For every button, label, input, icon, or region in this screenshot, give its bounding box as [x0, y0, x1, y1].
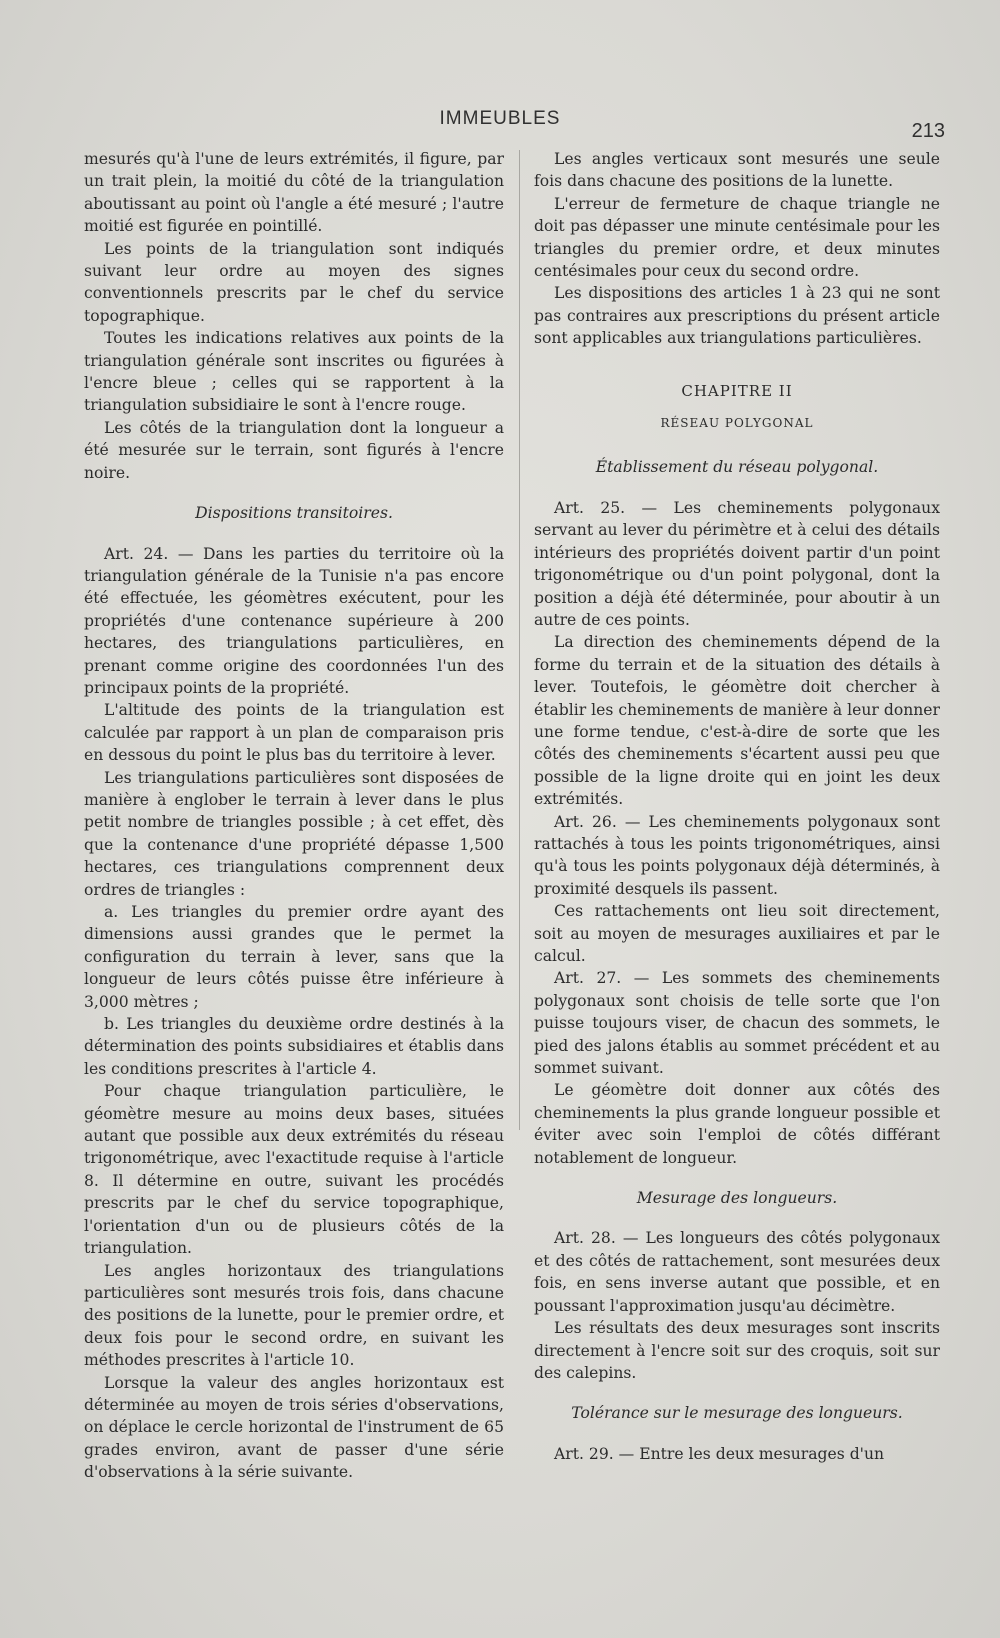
- paragraph: Les angles horizontaux des triangulations particulières sont mesurés trois fois, dans chacune des positions de la lunette, pour le premier ordre, et deux fois pour le second ordre, en suivant les méthodes prescrites à l'article 10.: [84, 1261, 504, 1370]
- paragraph: b. Les triangles du deuxième ordre destinés à la détermination des points subsidiaires et établis dans les conditions prescrites à l'article 4.: [84, 1015, 504, 1078]
- section-title: Tolérance sur le mesurage des longueurs.: [571, 1404, 903, 1423]
- paragraph: Art. 29. — Entre les deux mesurages d'un: [554, 1444, 885, 1463]
- paragraph: a. Les triangles du premier ordre ayant des dimensions aussi grandes que le permet la configuration du terrain à lever, sans que la longueur de leurs côtés puisse être inférieure à 3,000 mètres ;: [84, 903, 504, 1011]
- section-title: Mesurage des longueurs.: [636, 1189, 838, 1208]
- running-head: IMMEUBLES: [439, 108, 561, 129]
- paragraph: L'altitude des points de la triangulation est calculée par rapport à un plan de comparaison pris en dessous du point le plus bas du territoire à lever.: [84, 701, 504, 765]
- paragraph: Les points de la triangulation sont indiqués suivant leur ordre au moyen des signes conventionnels prescrits par le chef du service topographique.: [84, 239, 504, 325]
- page-header: [0, 108, 1000, 142]
- left-column: [84, 148, 504, 1484]
- paragraph: Art. 25. — Les cheminements polygonaux servant au lever du périmètre et à celui des détails intérieurs des propriétés doivent partir d'un point trigonométrique ou d'un point polygonal, dont la position a déjà été déterminée, pour aboutir à un autre de ces points.: [534, 498, 940, 629]
- paragraph: Le géomètre doit donner aux côtés des cheminements la plus grande longueur possible et éviter avec soin l'emploi de côtés différant notablement de longueur.: [534, 1081, 940, 1167]
- paragraph: L'erreur de fermeture de chaque triangle ne doit pas dépasser une minute centésimale pour les triangles du premier ordre, et deux minutes centésimales pour ceux du second ordre.: [534, 194, 940, 281]
- paragraph: Art. 28. — Les longueurs des côtés polygonaux et des côtés de rattachement, sont mesurées deux fois, en sens inverse autant que possible, et en poussant l'approximation jusqu'au décimètre.: [534, 1229, 940, 1315]
- column-divider: [519, 150, 520, 1130]
- paragraph: Toutes les indications relatives aux points de la triangulation générale sont inscrites ou figurées à l'encre bleue ; celles qui se rapportent à la triangulation subsidiaire le sont à l'encre rouge.: [84, 329, 504, 415]
- paragraph: La direction des cheminements dépend de la forme du terrain et de la situation des détails à lever. Toutefois, le géomètre doit chercher à établir les cheminements de manière à leur donner une forme tendue, c'est-à-dire de sorte que les côtés des cheminements s'écartent aussi peu que possible de la ligne droite qui en joint les deux extrémités.: [534, 633, 940, 809]
- paragraph: Art. 24. — Dans les parties du territoire où la triangulation générale de la Tunisie n'a pas encore été effectuée, les géomètres exécutent, pour les propriétés d'une contenance supérieure à 200 hectares, des triangulations particulières, en prenant comme origine des coordonnées l'un des principaux points de la propriété.: [84, 544, 504, 697]
- chapter-heading: CHAPITRE II: [681, 381, 793, 400]
- page-number: 213: [911, 120, 945, 142]
- paragraph: mesurés qu'à l'une de leurs extrémités, il figure, par un trait plein, la moitié du côté de la triangulation aboutissant au point où l'angle a été mesuré ; l'autre moitié est figurée en pointillé.: [84, 150, 504, 236]
- paragraph: Les dispositions des articles 1 à 23 qui ne sont pas contraires aux prescriptions du présent article sont applicables aux triangulations particulières.: [534, 284, 940, 348]
- paragraph: Art. 26. — Les cheminements polygonaux sont rattachés à tous les points trigonométriques, ainsi qu'à tous les points polygonaux déjà déterminés, à proximité desquels ils passent.: [534, 812, 940, 898]
- paragraph: Pour chaque triangulation particulière, le géomètre mesure au moins deux bases, situées autant que possible aux deux extrémités du réseau trigonométrique, avec l'exactitude requise à l'article 8. Il détermine en outre, suivant les procédés prescrits par le chef du service topographique, l'orientation d'un ou de plusieurs côtés de la triangulation.: [84, 1082, 504, 1258]
- paragraph: Les triangulations particulières sont disposées de manière à englober le terrain à lever dans le plus petit nombre de triangles possible ; à cet effet, dès que la contenance d'une propriété dépasse 1,500 hectares, ces triangulations comprennent deux ordres de triangles :: [84, 768, 504, 899]
- paragraph: Les angles verticaux sont mesurés une seule fois dans chacune des positions de la lunette.: [534, 150, 940, 191]
- paragraph: Lorsque la valeur des angles horizontaux est déterminée au moyen de trois séries d'observations, on déplace le cercle horizontal de l'instrument de 65 grades environ, avant de passer d'une série d'observations à la série suivante.: [84, 1373, 504, 1482]
- right-column: [534, 148, 940, 1465]
- paragraph: Les côtés de la triangulation dont la longueur a été mesurée sur le terrain, sont figurés à l'encre noire.: [84, 418, 504, 482]
- section-title: Dispositions transitoires.: [195, 504, 393, 523]
- chapter-subheading: RÉSEAU POLYGONAL: [660, 416, 814, 431]
- paragraph: Ces rattachements ont lieu soit directement, soit au moyen de mesurages auxiliaires et par le calcul.: [534, 902, 940, 965]
- paragraph: Art. 27. — Les sommets des cheminements polygonaux sont choisis de telle sorte que l'on puisse toujours viser, de chacun des sommets, le pied des jalons établis au sommet précédent et au sommet suivant.: [534, 969, 940, 1078]
- section-title: Établissement du réseau polygonal.: [595, 458, 879, 477]
- paragraph: Les résultats des deux mesurages sont inscrits directement à l'encre soit sur des croquis, soit sur des calepins.: [534, 1319, 940, 1382]
